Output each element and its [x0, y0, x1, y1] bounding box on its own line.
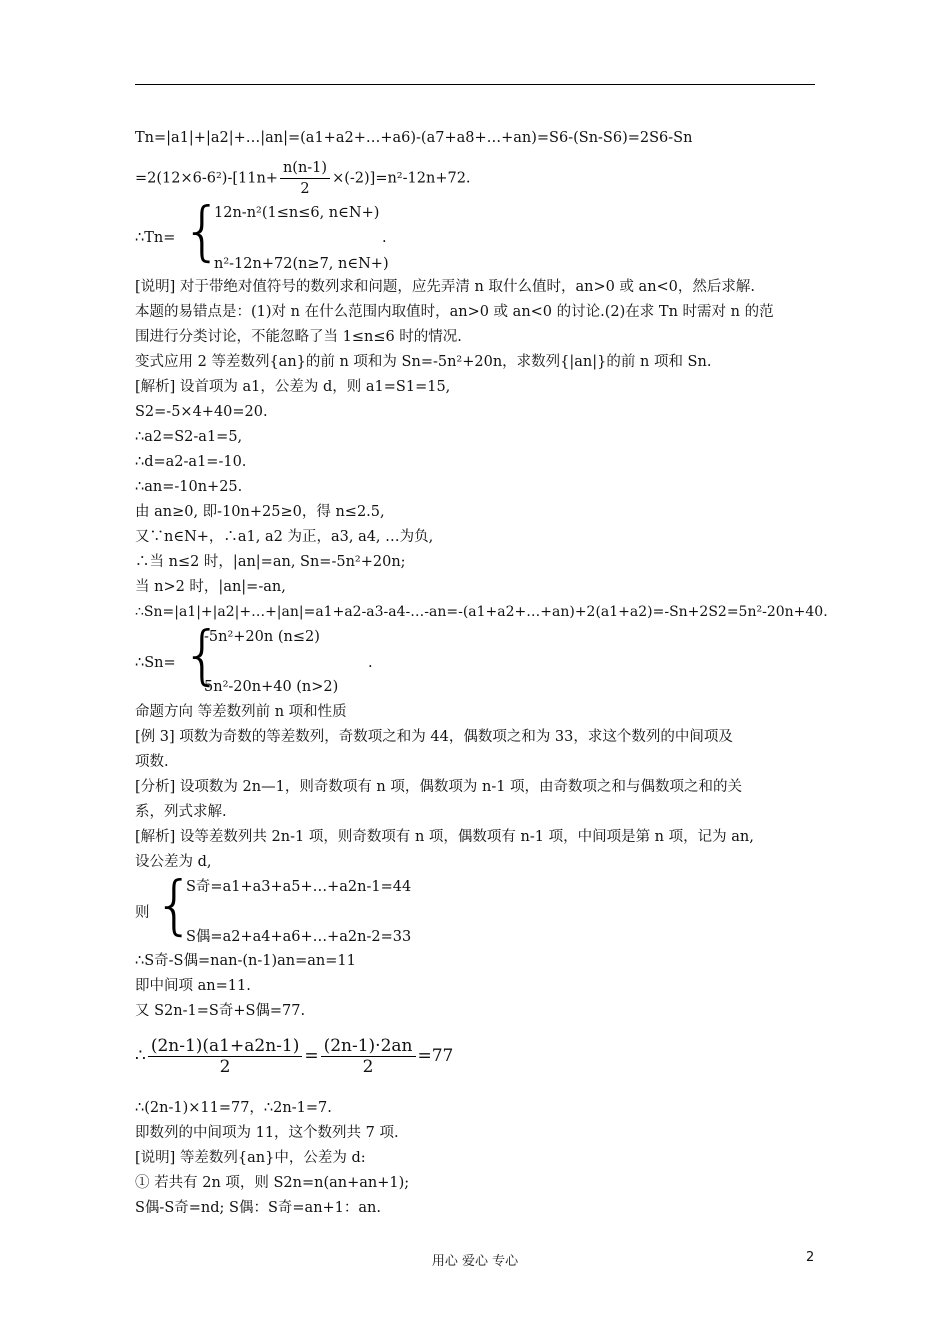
text-line: 设公差为 d, — [135, 854, 212, 870]
text-line: [说明] 等差数列{an}中，公差为 d: — [135, 1150, 366, 1166]
fraction-numerator: n(n-1) — [280, 158, 330, 179]
text-line: [解析] 设首项为 a1，公差为 d，则 a1=S1=15, — [135, 379, 451, 395]
text-line: ∴当 n≤2 时，|an|=an, Sn=-5n²+20n; — [135, 554, 406, 570]
text-line: ∴Sn=|a1|+|a2|+…+|an|=a1+a2-a3-a4-…-an=-(a1+a2+…+an)+2(a1+a2)=-Sn+2S2=5n²-20n+40. — [135, 604, 828, 620]
case-label: 则 — [135, 905, 150, 921]
fraction-denominator: 2 — [362, 1057, 374, 1077]
formula-part: =2(12×6-6²)-[11n+ — [135, 170, 278, 187]
text-line: [例 3] 项数为奇数的等差数列，奇数项之和为 44，偶数项之和为 33，求这个数列的中间项及 — [135, 729, 733, 745]
fraction-denominator: 2 — [300, 181, 310, 197]
case-line: -5n²+20n (n≤2) — [204, 629, 320, 645]
formula-part: =77 — [417, 1046, 454, 1066]
period: . — [382, 230, 387, 246]
case-line: 5n²-20n+40 (n>2) — [204, 679, 339, 695]
text-line: 系，列式求解. — [135, 804, 227, 820]
text-line: ∴(2n-1)×11=77，∴2n-1=7. — [135, 1100, 332, 1116]
text-line: 又∵n∈N+，∴a1, a2 为正，a3, a4, …为负, — [135, 529, 434, 545]
text-line: [说明] 对于带绝对值符号的数列求和问题，应先弄清 n 取什么值时，an>0 或 an<0，然后求解. — [135, 279, 756, 295]
fraction — [280, 158, 330, 199]
case-line: S偶=a2+a4+a6+…+a2n-2=33 — [186, 929, 412, 945]
text-line: 由 an≥0, 即-10n+25≥0，得 n≤2.5, — [135, 504, 385, 520]
text-line: ∴an=-10n+25. — [135, 479, 243, 495]
header-rule — [135, 84, 815, 85]
case-line: S奇=a1+a3+a5+…+a2n-1=44 — [186, 879, 412, 895]
text-line: 即数列的中间项为 11，这个数列共 7 项. — [135, 1125, 399, 1141]
formula-line — [135, 158, 471, 199]
text-line: ∴d=a2-a1=-10. — [135, 454, 247, 470]
left-brace-icon: { — [182, 619, 223, 693]
text-line: ∴a2=S2-a1=5, — [135, 429, 243, 445]
text-line: S偶-S奇=nd; S偶：S奇=an+1：an. — [135, 1200, 381, 1216]
text-line: 变式应用 2 等差数列{an}的前 n 项和为 Sn=-5n²+20n，求数列{|an|}的前 n 项和 Sn. — [135, 354, 712, 370]
text-line: 当 n>2 时，|an|=-an, — [135, 579, 286, 595]
text-line: S2=-5×4+40=20. — [135, 404, 268, 420]
period: . — [368, 655, 373, 671]
text-line: Tn=|a1|+|a2|+…|an|=(a1+a2+…+a6)-(a7+a8+…+an)=S6-(Sn-S6)=2S6-Sn — [135, 130, 693, 146]
text-line: 即中间项 an=11. — [135, 978, 251, 994]
footer-slogan: 用心 爱心 专心 — [431, 1254, 519, 1269]
fraction-numerator: (2n-1)·2an — [321, 1036, 416, 1057]
case-line: n²-12n+72(n≥7, n∈N+) — [214, 256, 389, 272]
text-line: 本题的易错点是：(1)对 n 在什么范围内取值时，an>0 或 an<0 的讨论.(2)在求 Tn 时需对 n 的范 — [135, 304, 774, 320]
fraction-numerator: (2n-1)(a1+a2n-1) — [148, 1036, 303, 1057]
formula-line — [135, 1036, 453, 1077]
text-line: [分析] 设项数为 2n—1，则奇数项有 n 项，偶数项为 n-1 项，由奇数项之和与偶数项之和的关 — [135, 779, 743, 795]
text-line: 项数. — [135, 754, 169, 770]
fraction — [321, 1036, 416, 1077]
text-line: [解析] 设等差数列共 2n-1 项，则奇数项有 n 项，偶数项有 n-1 项，中间项是第 n 项，记为 an, — [135, 829, 754, 845]
formula-part: = — [304, 1046, 319, 1066]
left-brace-icon: { — [182, 195, 223, 269]
case-line: 12n-n²(1≤n≤6, n∈N+) — [214, 205, 380, 221]
case-label: ∴Sn= — [135, 655, 176, 671]
left-brace-icon: { — [154, 869, 195, 943]
text-line: 命题方向 等差数列前 n 项和性质 — [135, 704, 347, 720]
text-line: 围进行分类讨论，不能忽略了当 1≤n≤6 时的情况. — [135, 329, 462, 345]
page-number: 2 — [806, 1250, 815, 1265]
text-line: ∴S奇-S偶=nan-(n-1)an=an=11 — [135, 953, 356, 969]
fraction-denominator: 2 — [219, 1057, 231, 1077]
case-label: ∴Tn= — [135, 230, 176, 246]
fraction — [148, 1036, 303, 1077]
text-line: 又 S2n-1=S奇+S偶=77. — [135, 1003, 306, 1019]
formula-part: ∴ — [135, 1046, 146, 1066]
text-line: ① 若共有 2n 项，则 S2n=n(an+an+1); — [135, 1175, 410, 1191]
formula-part: ×(-2)]=n²-12n+72. — [332, 170, 471, 187]
